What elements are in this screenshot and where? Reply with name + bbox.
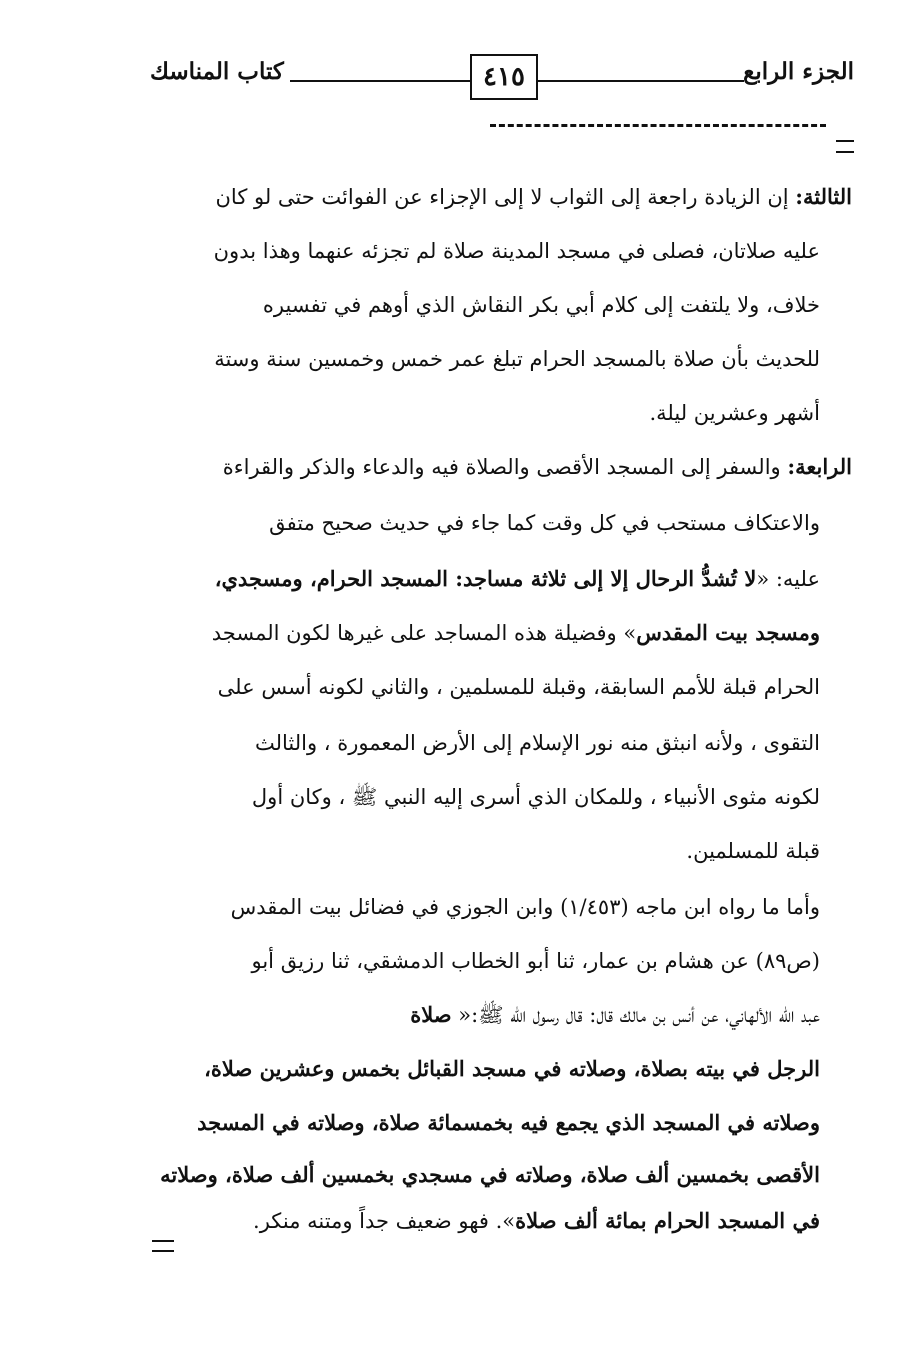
page-number: ٤١٥ xyxy=(483,62,525,92)
section-label-third: الثالثة: xyxy=(795,184,852,209)
text-span: ». فهو ضعيف جداً ومتنه منكر. xyxy=(253,1209,516,1233)
text-span: إن الزيادة راجعة إلى الثواب لا إلى الإجزاء عن الفوائت حتى لو كان xyxy=(215,185,789,209)
header-book-title: كتاب المناسك xyxy=(150,58,284,85)
paragraph-fourth-line-1 xyxy=(223,452,852,482)
text-span: والسفر إلى المسجد الأقصى والصلاة فيه والدعاء والذكر والقراءة xyxy=(222,455,781,479)
text-span: » وفضيلة هذه المساجد على غيرها لكون المسجد xyxy=(211,621,637,645)
hadith-quote: في المسجد الحرام بمائة ألف صلاة xyxy=(515,1208,820,1233)
paragraph-hadith-line-5: وصلاته في المسجد الذي يجمع فيه بخمسمائة صلاة، وصلاته في المسجد xyxy=(197,1110,820,1135)
paragraph-fourth-line-6: التقوى ، ولأنه انبثق منه نور الإسلام إلى الأرض المعمورة ، والثالث xyxy=(254,731,820,755)
paragraph-third-line-5: أشهر وعشرين ليلة. xyxy=(649,401,820,425)
paragraph-hadith-line-4: الرجل في بيته بصلاة، وصلاته في مسجد القبائل بخمس وعشرين صلاة، xyxy=(204,1056,820,1081)
header-part-title: الجزء الرابع xyxy=(743,58,854,85)
section-marker-bottom xyxy=(152,1240,174,1252)
paragraph-hadith-line-7 xyxy=(253,1206,820,1236)
paragraph-hadith-line-1: وأما ما رواه ابن ماجه (١/٤٥٣) وابن الجوزي في فضائل بيت المقدس xyxy=(230,895,820,919)
paragraph-third-line-4: للحديث بأن صلاة بالمسجد الحرام تبلغ عمر خمس وخمسين سنة وستة xyxy=(214,347,820,371)
text-span: عليه: « xyxy=(756,567,820,591)
paragraph-third-line-2: عليه صلاتان، فصلى في مسجد المدينة صلاة لم تجزئه عنهما وهذا بدون xyxy=(213,239,820,263)
paragraph-hadith-line-2: (ص٨٩) عن هشام بن عمار، ثنا أبو الخطاب الدمشقي، ثنا رزيق أبو xyxy=(251,949,820,973)
paragraph-hadith-line-3 xyxy=(410,1000,820,1030)
paragraph-fourth-line-2: والاعتكاف مستحب في كل وقت كما جاء في حديث صحيح متفق xyxy=(269,511,820,535)
hadith-quote: صلاة xyxy=(410,1002,452,1027)
paragraph-hadith-line-6: الأقصى بخمسين ألف صلاة، وصلاته في مسجدي بخمسين ألف صلاة، وصلاته xyxy=(160,1162,820,1187)
hadith-quote: ومسجد بيت المقدس xyxy=(636,620,820,645)
header-dashed-divider xyxy=(490,124,826,127)
paragraph-fourth-line-7: لكونه مثوى الأنبياء ، وللمكان الذي أسرى إليه النبي ﷺ ، وكان أول xyxy=(251,785,820,809)
paragraph-third-line-1 xyxy=(216,182,853,212)
paragraph-third-line-3: خلاف، ولا يلتفت إلى كلام أبي بكر النقاش الذي أوهم في تفسيره xyxy=(262,293,820,317)
page-number-box xyxy=(470,54,538,100)
section-label-fourth: الرابعة: xyxy=(787,454,852,479)
header-rule-left xyxy=(290,80,470,82)
paragraph-fourth-line-3 xyxy=(215,564,820,594)
paragraph-fourth-line-4 xyxy=(212,618,820,648)
paragraph-fourth-line-8: قبلة للمسلمين. xyxy=(686,839,820,863)
paragraph-fourth-line-5: الحرام قبلة للأمم السابقة، وقبلة للمسلمين ، والثاني لكونه أسس على xyxy=(217,675,820,699)
hadith-quote: لا تُشدُّ الرحال إلا إلى ثلاثة مساجد: المسجد الحرام، ومسجدي، xyxy=(214,566,757,591)
section-marker-top xyxy=(836,140,854,153)
text-span: عبد الله الألهاني، عن أنس بن مالك قال: قال رسول الله ﷺ:« xyxy=(451,1003,820,1027)
header-rule-right xyxy=(538,80,744,82)
